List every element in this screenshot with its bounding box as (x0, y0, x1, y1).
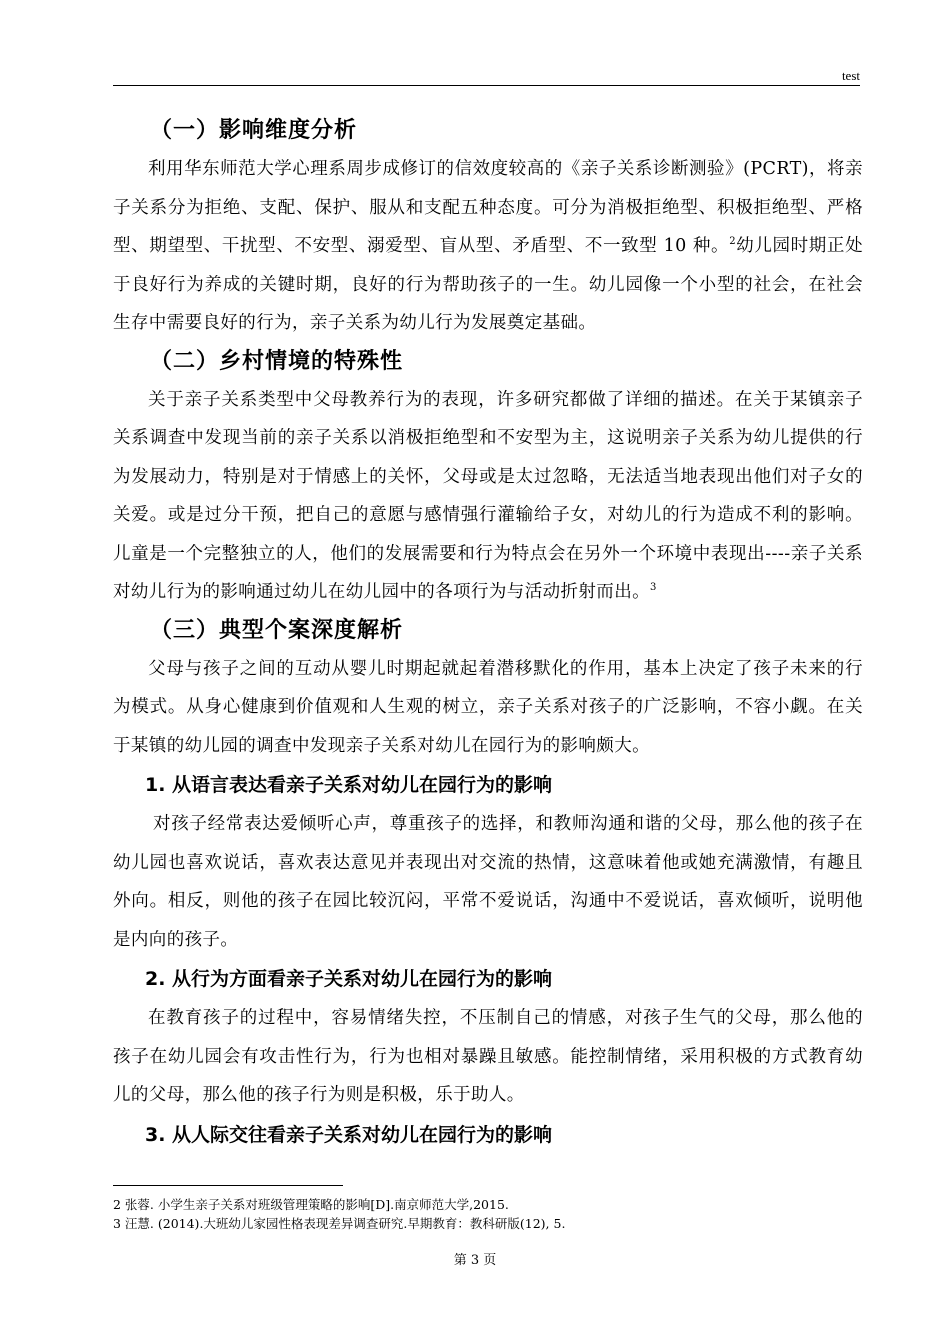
section-title-3: （三）典型个案深度解析 (150, 617, 404, 643)
subsection-2-paragraph: 在教育孩子的过程中，容易情绪失控，不压制自己的情感，对孩子生气的父母，那么他的孩子在幼儿园会有攻击性行为，行为也相对暴躁且敏感。能控制情绪，采用积极的方式教育幼儿的父母，那么他的孩子行为则是积极，乐于助人。 (113, 1008, 863, 1105)
footnote-2: 2 张蓉. 小学生亲子关系对班级管理策略的影响[D].南京师范大学,2015. (113, 1197, 509, 1212)
section-1-paragraph (113, 150, 863, 343)
subsection-1-paragraph: 对孩子经常表达爱倾听心声，尊重孩子的选择，和教师沟通和谐的父母，那么他的孩子在幼儿园也喜欢说话，喜欢表达意见并表现出对交流的热情，这意味着他或她充满激情，有趣且外向。相反，则他的孩子在园比较沉闷，平常不爱说话，沟通中不爱说话，喜欢倾听，说明他是内向的孩子。 (113, 814, 863, 950)
footnote-3: 3 汪慧. (2014).大班幼儿家园性格表现差异调查研究.早期教育：教科研版(12), 5. (113, 1216, 566, 1231)
footnotes (113, 1195, 565, 1233)
section-1-text-tail: 幼儿园时期正处于良好行为养成的关键时期，良好的行为帮助孩子的一生。幼儿园像一个小型的社会，在社会生存中需要良好的行为，亲子关系为幼儿行为发展奠定基础。 (113, 236, 863, 333)
subsection-title-1: 1. 从语言表达看亲子关系对幼儿在园行为的影响 (145, 774, 553, 796)
header-divider (113, 85, 860, 86)
subsection-title-3: 3. 从人际交往看亲子关系对幼儿在园行为的影响 (145, 1123, 553, 1146)
footnote-ref-3[interactable]: 3 (650, 582, 657, 594)
section-title-2: （二）乡村情境的特殊性 (150, 348, 404, 374)
subsection-title-2: 2. 从行为方面看亲子关系对幼儿在园行为的影响 (145, 968, 553, 990)
footnote-ref-2[interactable]: 2 (729, 236, 736, 248)
page-number: 第 3 页 (453, 1253, 497, 1268)
section-1-text: 利用华东师范大学心理系周步成修订的信效度较高的《亲子关系诊断测验》(PCRT)，将亲子关系分为拒绝、支配、保护、服从和支配五种态度。可分为消极拒绝型、积极拒绝型、严格型、期望型、干扰型、不安型、溺爱型、盲从型、矛盾型、不一致型 10 种。 (113, 159, 863, 256)
footnote-divider (113, 1185, 343, 1186)
section-3-paragraph: 父母与孩子之间的互动从婴儿时期起就起着潜移默化的作用，基本上决定了孩子未来的行为模式。从身心健康到价值观和人生观的树立，亲子关系对孩子的广泛影响，不容小觑。在关于某镇的幼儿园的调查中发现亲子关系对幼儿在园行为的影响颇大。 (113, 658, 863, 756)
section-title-1: （一）影响维度分析 (150, 118, 358, 143)
section-2-text: 关于亲子关系类型中父母教养行为的表现，许多研究都做了详细的描述。在关于某镇亲子关系调查中发现当前的亲子关系以消极拒绝型和不安型为主，这说明亲子关系为幼儿提供的行为发展动力，特别是对于情感上的关怀，父母或是太过忽略，无法适当地表现出他们对子女的关爱。或是过分干预，把自己的意愿与感情强行灌输给子女，对幼儿的行为造成不利的影响。儿童是一个完整独立的人，他们的发展需要和行为特点会在另外一个环境中表现出----亲子关系对幼儿行为的影响通过幼儿在幼儿园中的各项行为与活动折射而出。 (113, 389, 863, 602)
section-2-paragraph (113, 381, 863, 612)
page-header-text: test (841, 68, 860, 83)
document-body (113, 112, 863, 1155)
